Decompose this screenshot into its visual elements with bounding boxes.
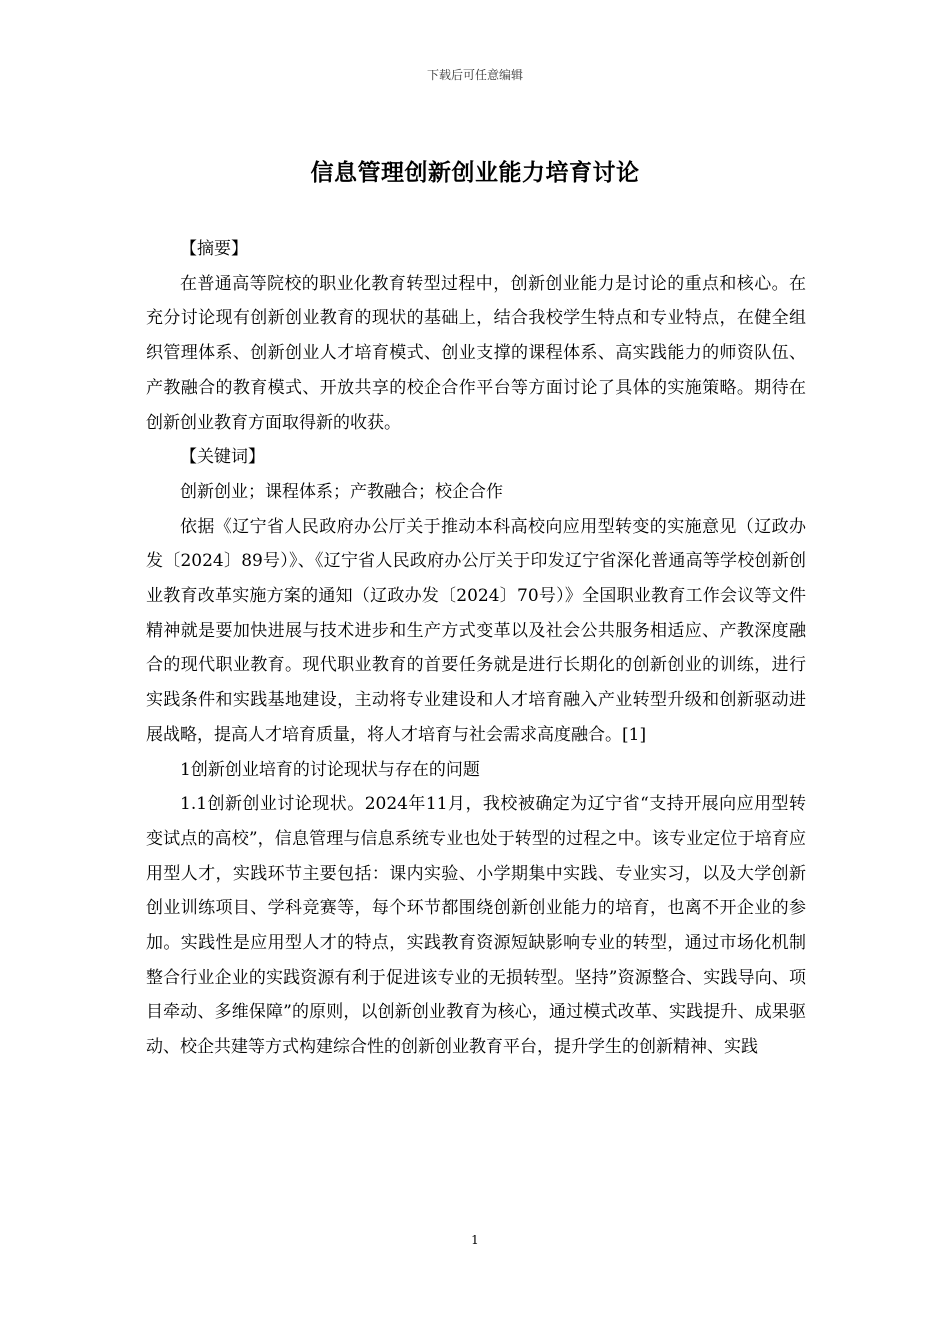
abstract-paragraph: 在普通高等院校的职业化教育转型过程中，创新创业能力是讨论的重点和核心。在充分讨论现有创新创业教育的现状的基础上，结合我校学生特点和专业特点，在健全组织管理体系、创新创业人才培育模式、创业支撑的课程体系、高实践能力的师资队伍、产教融合的教育模式、开放共享的校企合作平台等方面讨论了具体的实施策略。期待在创新创业教育方面取得新的收获。 — [146, 273, 806, 433]
intro-paragraph: 依据《辽宁省人民政府办公厅关于推动本科高校向应用型转变的实施意见（辽政办发〔2024〕89号）》、《辽宁省人民政府办公厅关于印发辽宁省深化普通高等学校创新创业教育改革实施方案的通知（辽政办发〔2024〕70号）》全国职业教育工作会议等文件精神就是要加快进展与技术进步和生产方式变革以及社会公共服务相适应、产教深度融合的现代职业教育。现代职业教育的首要任务就是进行长期化的创新创业的训练，进行实践条件和实践基地建设，主动将专业建设和人才培育融入产业转型升级和创新驱动进展战略，提高人才培育质量，将人才培育与社会需求高度融合。[1] — [146, 516, 806, 745]
section-1-heading: 1创新创业培育的讨论现状与存在的问题 — [180, 759, 480, 780]
section-1-1-paragraph: 1.1创新创业讨论现状。2024年11月，我校被确定为辽宁省“支持开展向应用型转变试点的高校”，信息管理与信息系统专业也处于转型的过程之中。该专业定位于培育应用型人才，实践环节主要包括：课内实验、小学期集中实践、专业实习，以及大学创新创业训练项目、学科竞赛等，每个环节都围绕创新创业能力的培育，也离不开企业的参加。实践性是应用型人才的特点，实践教育资源短缺影响专业的转型，通过市场化机制整合行业企业的实践资源有利于促进该专业的无损转型。坚持”资源整合、实践导向、项目牵动、多维保障”的原则，以创新创业教育为核心，通过模式改革、实践提升、成果驱动、校企共建等方式构建综合性的创新创业教育平台，提升学生的创新精神、实践 — [146, 794, 806, 1058]
keywords-paragraph: 创新创业；课程体系；产教融合；校企合作 — [180, 481, 503, 502]
document-body — [146, 232, 806, 1065]
page-number: 1 — [471, 1233, 479, 1247]
page-header-note: 下载后可任意编辑 — [426, 68, 523, 82]
abstract-label: 【摘要】 — [180, 239, 248, 259]
keywords-label: 【关键词】 — [180, 447, 265, 468]
document-title: 信息管理创新创业能力培育讨论 — [310, 160, 640, 186]
